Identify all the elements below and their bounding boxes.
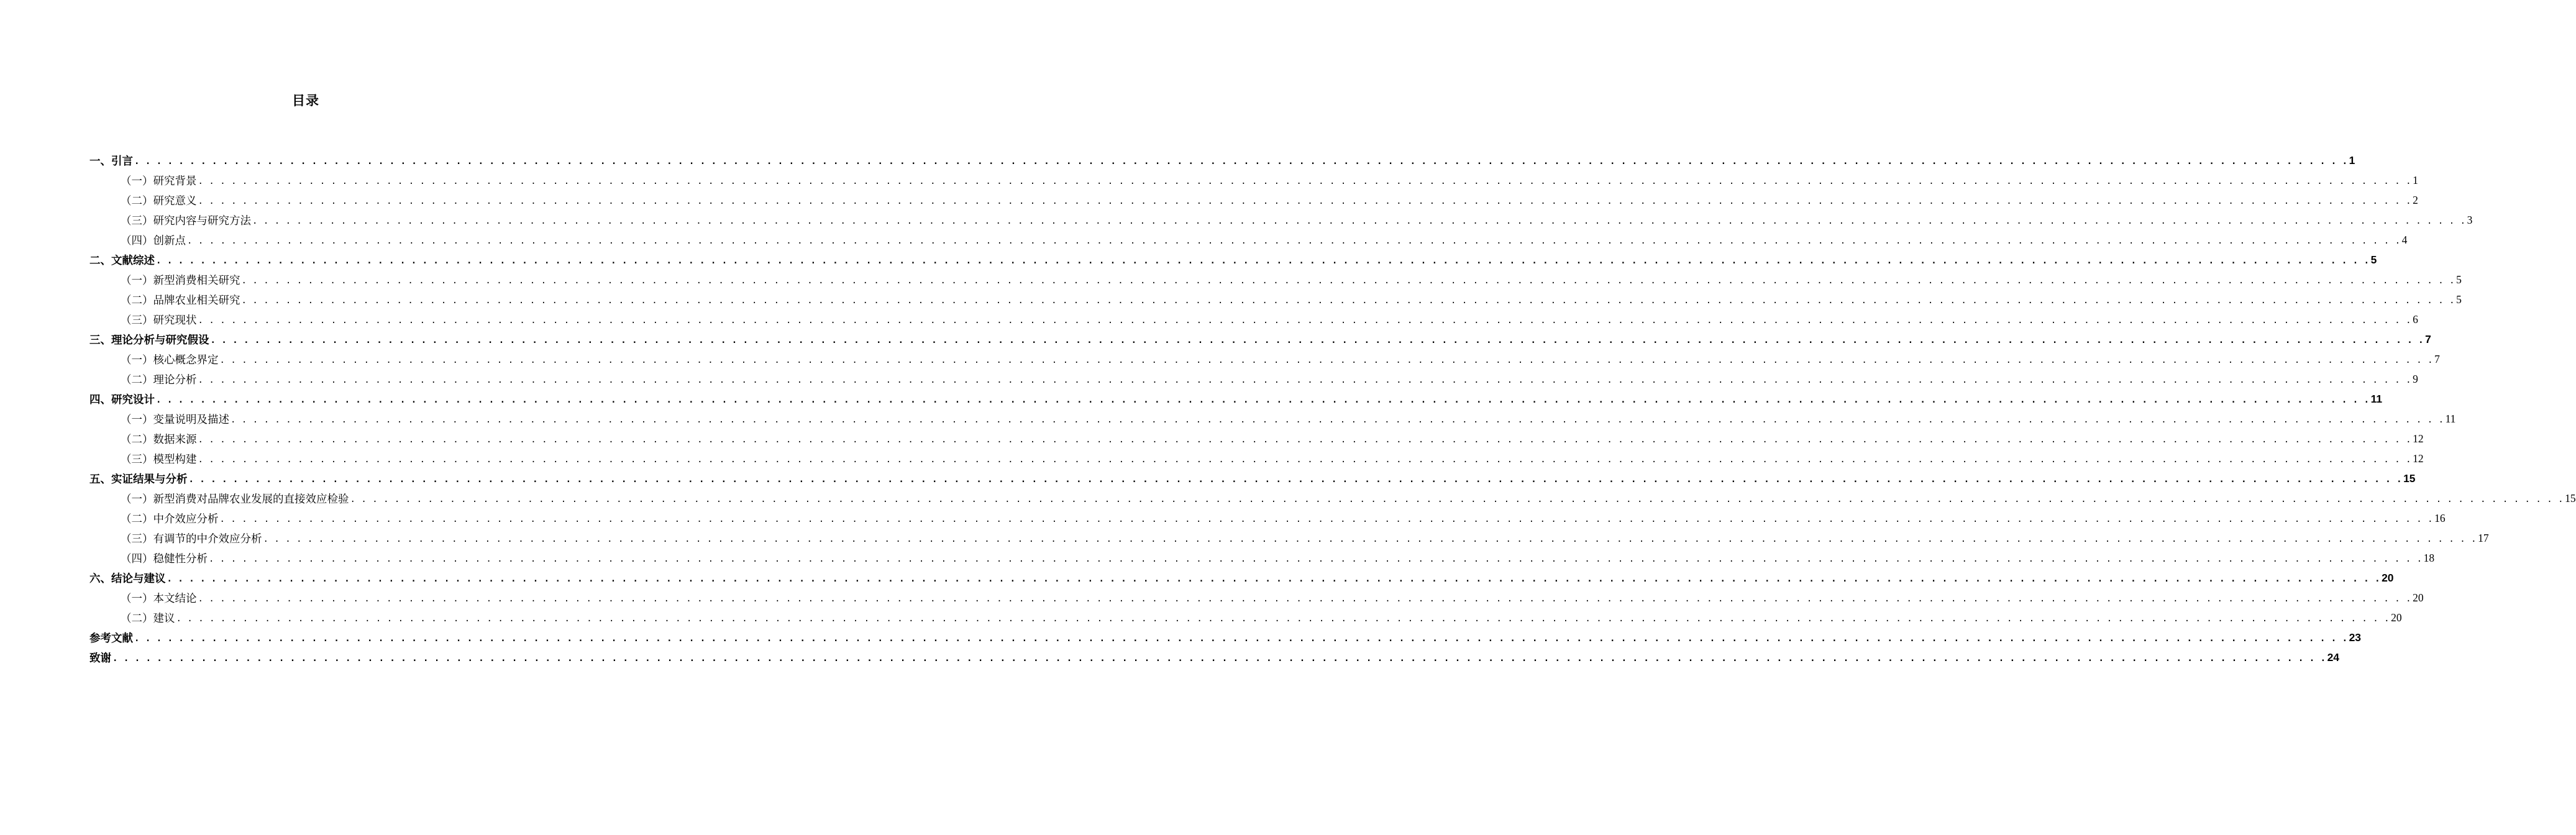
toc-entry-label: （三）模型构建 bbox=[121, 453, 197, 466]
toc-dot-leader: . . . . . . . . . . . . . . . . . . . . . . . . . . . . . . . . . . . . . . . . . . . . . . . . . . . . . . . . . . . . . . . . . . . . . . . . . . . . . . . . . . . . . . . . . . . . . . . . . . . . . . . . . . . . . . . . . . . . . . . . . . . . . . . . . . . . . . . . . . . . . . . . . . . . . . . . . . . . . . . . . . . . . . . . . . . . . . . . . . . . . . . . . . . . . . . . . . . . . . . . bbox=[198, 176, 2412, 186]
toc-chapter-entry[interactable] bbox=[89, 389, 2383, 409]
toc-page-number: 12 bbox=[2413, 432, 2424, 445]
toc-section-entry[interactable] bbox=[89, 409, 2456, 429]
toc-section-entry[interactable] bbox=[89, 488, 2576, 508]
toc-section-entry[interactable] bbox=[89, 170, 2418, 190]
toc-page-number: 11 bbox=[2370, 392, 2383, 405]
toc-dot-leader: . . . . . . . . . . . . . . . . . . . . . . . . . . . . . . . . . . . . . . . . . . . . . . . . . . . . . . . . . . . . . . . . . . . . . . . . . . . . . . . . . . . . . . . . . . . . . . . . . . . . . . . . . . . . . . . . . . . . . . . . . . . . . . . . . . . . . . . . . . . . . . . . . . . . . . . . . . . . . . . . . . . . . . . . . . . . . . . . . . . . . . . . . . . . . . . . . . . . . . . . bbox=[187, 236, 2401, 246]
toc-chapter-entry[interactable] bbox=[89, 150, 2355, 170]
toc-dot-leader: . . . . . . . . . . . . . . . . . . . . . . . . . . . . . . . . . . . . . . . . . . . . . . . . . . . . . . . . . . . . . . . . . . . . . . . . . . . . . . . . . . . . . . . . . . . . . . . . . . . . . . . . . . . . . . . . . . . . . . . . . . . . . . . . . . . . . . . . . . . . . . . . . . . . . . . . . . . . . . . . . . . . . . . . . . . . . . . . . . . . . . . . . . . . . . . . . . . . . . . . bbox=[209, 554, 2423, 564]
toc-section-entry[interactable] bbox=[89, 429, 2424, 449]
toc-entry-label: （三）研究现状 bbox=[121, 314, 197, 327]
toc-chapter-entry[interactable] bbox=[89, 647, 2340, 667]
toc-entry-label: （一）核心概念界定 bbox=[121, 354, 219, 367]
toc-chapter-entry[interactable] bbox=[89, 568, 2394, 588]
toc-chapter-entry[interactable] bbox=[89, 627, 2362, 647]
toc-dot-leader: . . . . . . . . . . . . . . . . . . . . . . . . . . . . . . . . . . . . . . . . . . . . . . . . . . . . . . . . . . . . . . . . . . . . . . . . . . . . . . . . . . . . . . . . . . . . . . . . . . . . . . . . . . . . . . . . . . . . . . . . . . . . . . . . . . . . . . . . . . . . . . . . . . . . . . . . . . . . . . . . . . . . . . . . . . . . . . . . . . . . . . . . . . . . . . . . . . . . . . . . bbox=[350, 495, 2564, 504]
toc-dot-leader: . . . . . . . . . . . . . . . . . . . . . . . . . . . . . . . . . . . . . . . . . . . . . . . . . . . . . . . . . . . . . . . . . . . . . . . . . . . . . . . . . . . . . . . . . . . . . . . . . . . . . . . . . . . . . . . . . . . . . . . . . . . . . . . . . . . . . . . . . . . . . . . . . . . . . . . . . . . . . . . . . . . . . . . . . . . . . . . . . . . . . . . . . . . . . . . . . . . . . . . . bbox=[219, 355, 2434, 365]
table-of-contents bbox=[89, 150, 2576, 667]
toc-section-entry[interactable] bbox=[89, 508, 2446, 528]
toc-entry-label: （二）建议 bbox=[121, 612, 175, 625]
toc-section-entry[interactable] bbox=[89, 588, 2424, 608]
toc-section-entry[interactable] bbox=[89, 309, 2418, 329]
toc-page-number: 15 bbox=[2565, 491, 2576, 504]
toc-page-number: 9 bbox=[2413, 372, 2418, 385]
toc-dot-leader: . . . . . . . . . . . . . . . . . . . . . . . . . . . . . . . . . . . . . . . . . . . . . . . . . . . . . . . . . . . . . . . . . . . . . . . . . . . . . . . . . . . . . . . . . . . . . . . . . . . . . . . . . . . . . . . . . . . . . . . . . . . . . . . . . . . . . . . . . . . . . . . . . . . . . . . . . . . . . . . . . . . . . . . . . . . . . . . . . . . . . . . . . . . . . . . . . . . . . . . . bbox=[198, 196, 2412, 206]
toc-dot-leader: . . . . . . . . . . . . . . . . . . . . . . . . . . . . . . . . . . . . . . . . . . . . . . . . . . . . . . . . . . . . . . . . . . . . . . . . . . . . . . . . . . . . . . . . . . . . . . . . . . . . . . . . . . . . . . . . . . . . . . . . . . . . . . . . . . . . . . . . . . . . . . . . . . . . . . . . . . . . . . . . . . . . . . . . . . . . . . . . . . . . . . . . . . . . . . . . . . . . . . . . bbox=[219, 514, 2434, 524]
toc-entry-label: 参考文献 bbox=[89, 632, 133, 645]
toc-entry-label: 二、文献综述 bbox=[89, 254, 155, 267]
toc-entry-label: （三）有调节的中介效应分析 bbox=[121, 532, 262, 545]
toc-page-number: 5 bbox=[2370, 253, 2377, 266]
toc-page-number: 20 bbox=[2391, 611, 2402, 624]
toc-entry-label: 四、研究设计 bbox=[89, 393, 155, 406]
toc-page-number: 17 bbox=[2478, 531, 2489, 544]
toc-dot-leader: . . . . . . . . . . . . . . . . . . . . . . . . . . . . . . . . . . . . . . . . . . . . . . . . . . . . . . . . . . . . . . . . . . . . . . . . . . . . . . . . . . . . . . . . . . . . . . . . . . . . . . . . . . . . . . . . . . . . . . . . . . . . . . . . . . . . . . . . . . . . . . . . . . . . . . . . . . . . . . . . . . . . . . . . . . . . . . . . . . . . . . . . . . . . . . . . . . . . . . . . bbox=[134, 634, 2348, 644]
toc-entry-label: （一）变量说明及描述 bbox=[121, 413, 229, 426]
toc-entry-label: （二）中介效应分析 bbox=[121, 513, 219, 526]
toc-page-number: 20 bbox=[2413, 591, 2424, 604]
toc-dot-leader: . . . . . . . . . . . . . . . . . . . . . . . . . . . . . . . . . . . . . . . . . . . . . . . . . . . . . . . . . . . . . . . . . . . . . . . . . . . . . . . . . . . . . . . . . . . . . . . . . . . . . . . . . . . . . . . . . . . . . . . . . . . . . . . . . . . . . . . . . . . . . . . . . . . . . . . . . . . . . . . . . . . . . . . . . . . . . . . . . . . . . . . . . . . . . . . . . . . . . . . . bbox=[176, 614, 2390, 624]
toc-dot-leader: . . . . . . . . . . . . . . . . . . . . . . . . . . . . . . . . . . . . . . . . . . . . . . . . . . . . . . . . . . . . . . . . . . . . . . . . . . . . . . . . . . . . . . . . . . . . . . . . . . . . . . . . . . . . . . . . . . . . . . . . . . . . . . . . . . . . . . . . . . . . . . . . . . . . . . . . . . . . . . . . . . . . . . . . . . . . . . . . . . . . . . . . . . . . . . . . . . . . . . . . bbox=[210, 335, 2424, 345]
toc-dot-leader: . . . . . . . . . . . . . . . . . . . . . . . . . . . . . . . . . . . . . . . . . . . . . . . . . . . . . . . . . . . . . . . . . . . . . . . . . . . . . . . . . . . . . . . . . . . . . . . . . . . . . . . . . . . . . . . . . . . . . . . . . . . . . . . . . . . . . . . . . . . . . . . . . . . . . . . . . . . . . . . . . . . . . . . . . . . . . . . . . . . . . . . . . . . . . . . . . . . . . . . . bbox=[156, 395, 2370, 405]
toc-entry-label: 六、结论与建议 bbox=[89, 572, 166, 585]
toc-dot-leader: . . . . . . . . . . . . . . . . . . . . . . . . . . . . . . . . . . . . . . . . . . . . . . . . . . . . . . . . . . . . . . . . . . . . . . . . . . . . . . . . . . . . . . . . . . . . . . . . . . . . . . . . . . . . . . . . . . . . . . . . . . . . . . . . . . . . . . . . . . . . . . . . . . . . . . . . . . . . . . . . . . . . . . . . . . . . . . . . . . . . . . . . . . . . . . . . . . . . . . . . bbox=[231, 415, 2444, 425]
toc-dot-leader: . . . . . . . . . . . . . . . . . . . . . . . . . . . . . . . . . . . . . . . . . . . . . . . . . . . . . . . . . . . . . . . . . . . . . . . . . . . . . . . . . . . . . . . . . . . . . . . . . . . . . . . . . . . . . . . . . . . . . . . . . . . . . . . . . . . . . . . . . . . . . . . . . . . . . . . . . . . . . . . . . . . . . . . . . . . . . . . . . . . . . . . . . . . . . . . . . . . . . . . . bbox=[112, 654, 2326, 664]
toc-entry-label: 致谢 bbox=[89, 652, 111, 665]
toc-page-number: 23 bbox=[2349, 631, 2362, 644]
toc-entry-label: （一）研究背景 bbox=[121, 175, 197, 188]
toc-section-entry[interactable] bbox=[89, 449, 2424, 468]
toc-dot-leader: . . . . . . . . . . . . . . . . . . . . . . . . . . . . . . . . . . . . . . . . . . . . . . . . . . . . . . . . . . . . . . . . . . . . . . . . . . . . . . . . . . . . . . . . . . . . . . . . . . . . . . . . . . . . . . . . . . . . . . . . . . . . . . . . . . . . . . . . . . . . . . . . . . . . . . . . . . . . . . . . . . . . . . . . . . . . . . . . . . . . . . . . . . . . . . . . . . . . . . . . bbox=[188, 475, 2403, 485]
toc-page-number: 1 bbox=[2349, 153, 2355, 167]
toc-section-entry[interactable] bbox=[89, 528, 2489, 548]
toc-page-number: 5 bbox=[2456, 293, 2462, 306]
toc-page-number: 15 bbox=[2403, 472, 2416, 485]
toc-page-number: 11 bbox=[2445, 412, 2456, 425]
toc-page-number: 7 bbox=[2425, 332, 2431, 345]
toc-section-entry[interactable] bbox=[89, 290, 2462, 309]
toc-entry-label: （二）品牌农业相关研究 bbox=[121, 294, 240, 307]
page-title: 目录 bbox=[292, 93, 319, 108]
toc-page-number: 1 bbox=[2413, 173, 2418, 186]
toc-page-number: 20 bbox=[2382, 571, 2394, 584]
toc-entry-label: 五、实证结果与分析 bbox=[89, 473, 188, 486]
toc-dot-leader: . . . . . . . . . . . . . . . . . . . . . . . . . . . . . . . . . . . . . . . . . . . . . . . . . . . . . . . . . . . . . . . . . . . . . . . . . . . . . . . . . . . . . . . . . . . . . . . . . . . . . . . . . . . . . . . . . . . . . . . . . . . . . . . . . . . . . . . . . . . . . . . . . . . . . . . . . . . . . . . . . . . . . . . . . . . . . . . . . . . . . . . . . . . . . . . . . . . . . . . . bbox=[198, 594, 2412, 604]
toc-entry-label: （二）数据来源 bbox=[121, 433, 197, 446]
toc-entry-label: （二）研究意义 bbox=[121, 194, 197, 208]
toc-dot-leader: . . . . . . . . . . . . . . . . . . . . . . . . . . . . . . . . . . . . . . . . . . . . . . . . . . . . . . . . . . . . . . . . . . . . . . . . . . . . . . . . . . . . . . . . . . . . . . . . . . . . . . . . . . . . . . . . . . . . . . . . . . . . . . . . . . . . . . . . . . . . . . . . . . . . . . . . . . . . . . . . . . . . . . . . . . . . . . . . . . . . . . . . . . . . . . . . . . . . . . . . bbox=[167, 574, 2381, 584]
toc-dot-leader: . . . . . . . . . . . . . . . . . . . . . . . . . . . . . . . . . . . . . . . . . . . . . . . . . . . . . . . . . . . . . . . . . . . . . . . . . . . . . . . . . . . . . . . . . . . . . . . . . . . . . . . . . . . . . . . . . . . . . . . . . . . . . . . . . . . . . . . . . . . . . . . . . . . . . . . . . . . . . . . . . . . . . . . . . . . . . . . . . . . . . . . . . . . . . . . . . . . . . . . . bbox=[198, 435, 2412, 445]
toc-chapter-entry[interactable] bbox=[89, 250, 2377, 270]
toc-section-entry[interactable] bbox=[89, 608, 2402, 627]
toc-dot-leader: . . . . . . . . . . . . . . . . . . . . . . . . . . . . . . . . . . . . . . . . . . . . . . . . . . . . . . . . . . . . . . . . . . . . . . . . . . . . . . . . . . . . . . . . . . . . . . . . . . . . . . . . . . . . . . . . . . . . . . . . . . . . . . . . . . . . . . . . . . . . . . . . . . . . . . . . . . . . . . . . . . . . . . . . . . . . . . . . . . . . . . . . . . . . . . . . . . . . . . . . bbox=[198, 316, 2412, 326]
toc-entry-label: （四）稳健性分析 bbox=[121, 552, 208, 565]
toc-dot-leader: . . . . . . . . . . . . . . . . . . . . . . . . . . . . . . . . . . . . . . . . . . . . . . . . . . . . . . . . . . . . . . . . . . . . . . . . . . . . . . . . . . . . . . . . . . . . . . . . . . . . . . . . . . . . . . . . . . . . . . . . . . . . . . . . . . . . . . . . . . . . . . . . . . . . . . . . . . . . . . . . . . . . . . . . . . . . . . . . . . . . . . . . . . . . . . . . . . . . . . . . bbox=[198, 455, 2412, 465]
toc-section-entry[interactable] bbox=[89, 369, 2418, 389]
toc-section-entry[interactable] bbox=[89, 548, 2435, 568]
toc-section-entry[interactable] bbox=[89, 190, 2418, 210]
toc-dot-leader: . . . . . . . . . . . . . . . . . . . . . . . . . . . . . . . . . . . . . . . . . . . . . . . . . . . . . . . . . . . . . . . . . . . . . . . . . . . . . . . . . . . . . . . . . . . . . . . . . . . . . . . . . . . . . . . . . . . . . . . . . . . . . . . . . . . . . . . . . . . . . . . . . . . . . . . . . . . . . . . . . . . . . . . . . . . . . . . . . . . . . . . . . . . . . . . . . . . . . . . . bbox=[156, 256, 2370, 266]
toc-section-entry[interactable] bbox=[89, 349, 2440, 369]
toc-page-number: 4 bbox=[2401, 233, 2408, 246]
toc-page-number: 16 bbox=[2434, 511, 2446, 524]
toc-chapter-entry[interactable] bbox=[89, 329, 2431, 349]
toc-section-entry[interactable] bbox=[89, 230, 2408, 250]
toc-page-number: 24 bbox=[2327, 650, 2340, 664]
toc-dot-leader: . . . . . . . . . . . . . . . . . . . . . . . . . . . . . . . . . . . . . . . . . . . . . . . . . . . . . . . . . . . . . . . . . . . . . . . . . . . . . . . . . . . . . . . . . . . . . . . . . . . . . . . . . . . . . . . . . . . . . . . . . . . . . . . . . . . . . . . . . . . . . . . . . . . . . . . . . . . . . . . . . . . . . . . . . . . . . . . . . . . . . . . . . . . . . . . . . . . . . . . . bbox=[198, 375, 2412, 385]
toc-dot-leader: . . . . . . . . . . . . . . . . . . . . . . . . . . . . . . . . . . . . . . . . . . . . . . . . . . . . . . . . . . . . . . . . . . . . . . . . . . . . . . . . . . . . . . . . . . . . . . . . . . . . . . . . . . . . . . . . . . . . . . . . . . . . . . . . . . . . . . . . . . . . . . . . . . . . . . . . . . . . . . . . . . . . . . . . . . . . . . . . . . . . . . . . . . . . . . . . . . . . . . . . bbox=[241, 296, 2455, 306]
toc-page-number: 6 bbox=[2413, 313, 2418, 326]
toc-chapter-entry[interactable] bbox=[89, 468, 2416, 488]
toc-page-number: 7 bbox=[2434, 352, 2440, 365]
toc-entry-label: （一）新型消费对品牌农业发展的直接效应检验 bbox=[121, 493, 349, 506]
toc-entry-label: （二）理论分析 bbox=[121, 373, 197, 386]
toc-page-number: 2 bbox=[2413, 193, 2418, 206]
toc-section-entry[interactable] bbox=[89, 270, 2462, 290]
toc-dot-leader: . . . . . . . . . . . . . . . . . . . . . . . . . . . . . . . . . . . . . . . . . . . . . . . . . . . . . . . . . . . . . . . . . . . . . . . . . . . . . . . . . . . . . . . . . . . . . . . . . . . . . . . . . . . . . . . . . . . . . . . . . . . . . . . . . . . . . . . . . . . . . . . . . . . . . . . . . . . . . . . . . . . . . . . . . . . . . . . . . . . . . . . . . . . . . . . . . . . . . . . . bbox=[241, 276, 2455, 286]
toc-page-number: 3 bbox=[2467, 213, 2473, 226]
toc-entry-label: （一）新型消费相关研究 bbox=[121, 274, 240, 287]
toc-entry-label: 一、引言 bbox=[89, 155, 133, 168]
toc-page-number: 5 bbox=[2456, 273, 2462, 286]
toc-dot-leader: . . . . . . . . . . . . . . . . . . . . . . . . . . . . . . . . . . . . . . . . . . . . . . . . . . . . . . . . . . . . . . . . . . . . . . . . . . . . . . . . . . . . . . . . . . . . . . . . . . . . . . . . . . . . . . . . . . . . . . . . . . . . . . . . . . . . . . . . . . . . . . . . . . . . . . . . . . . . . . . . . . . . . . . . . . . . . . . . . . . . . . . . . . . . . . . . . . . . . . . . bbox=[134, 157, 2348, 167]
toc-page-number: 12 bbox=[2413, 452, 2424, 465]
toc-section-entry[interactable] bbox=[89, 210, 2473, 230]
toc-entry-label: （三）研究内容与研究方法 bbox=[121, 214, 251, 227]
toc-entry-label: （一）本文结论 bbox=[121, 592, 197, 605]
toc-entry-label: （四）创新点 bbox=[121, 234, 186, 247]
toc-page-number: 18 bbox=[2423, 551, 2435, 564]
toc-dot-leader: . . . . . . . . . . . . . . . . . . . . . . . . . . . . . . . . . . . . . . . . . . . . . . . . . . . . . . . . . . . . . . . . . . . . . . . . . . . . . . . . . . . . . . . . . . . . . . . . . . . . . . . . . . . . . . . . . . . . . . . . . . . . . . . . . . . . . . . . . . . . . . . . . . . . . . . . . . . . . . . . . . . . . . . . . . . . . . . . . . . . . . . . . . . . . . . . . . . . . . . . bbox=[252, 216, 2466, 226]
toc-entry-label: 三、理论分析与研究假设 bbox=[89, 334, 209, 347]
toc-dot-leader: . . . . . . . . . . . . . . . . . . . . . . . . . . . . . . . . . . . . . . . . . . . . . . . . . . . . . . . . . . . . . . . . . . . . . . . . . . . . . . . . . . . . . . . . . . . . . . . . . . . . . . . . . . . . . . . . . . . . . . . . . . . . . . . . . . . . . . . . . . . . . . . . . . . . . . . . . . . . . . . . . . . . . . . . . . . . . . . . . . . . . . . . . . . . . . . . . . . . . . . . bbox=[263, 534, 2477, 544]
